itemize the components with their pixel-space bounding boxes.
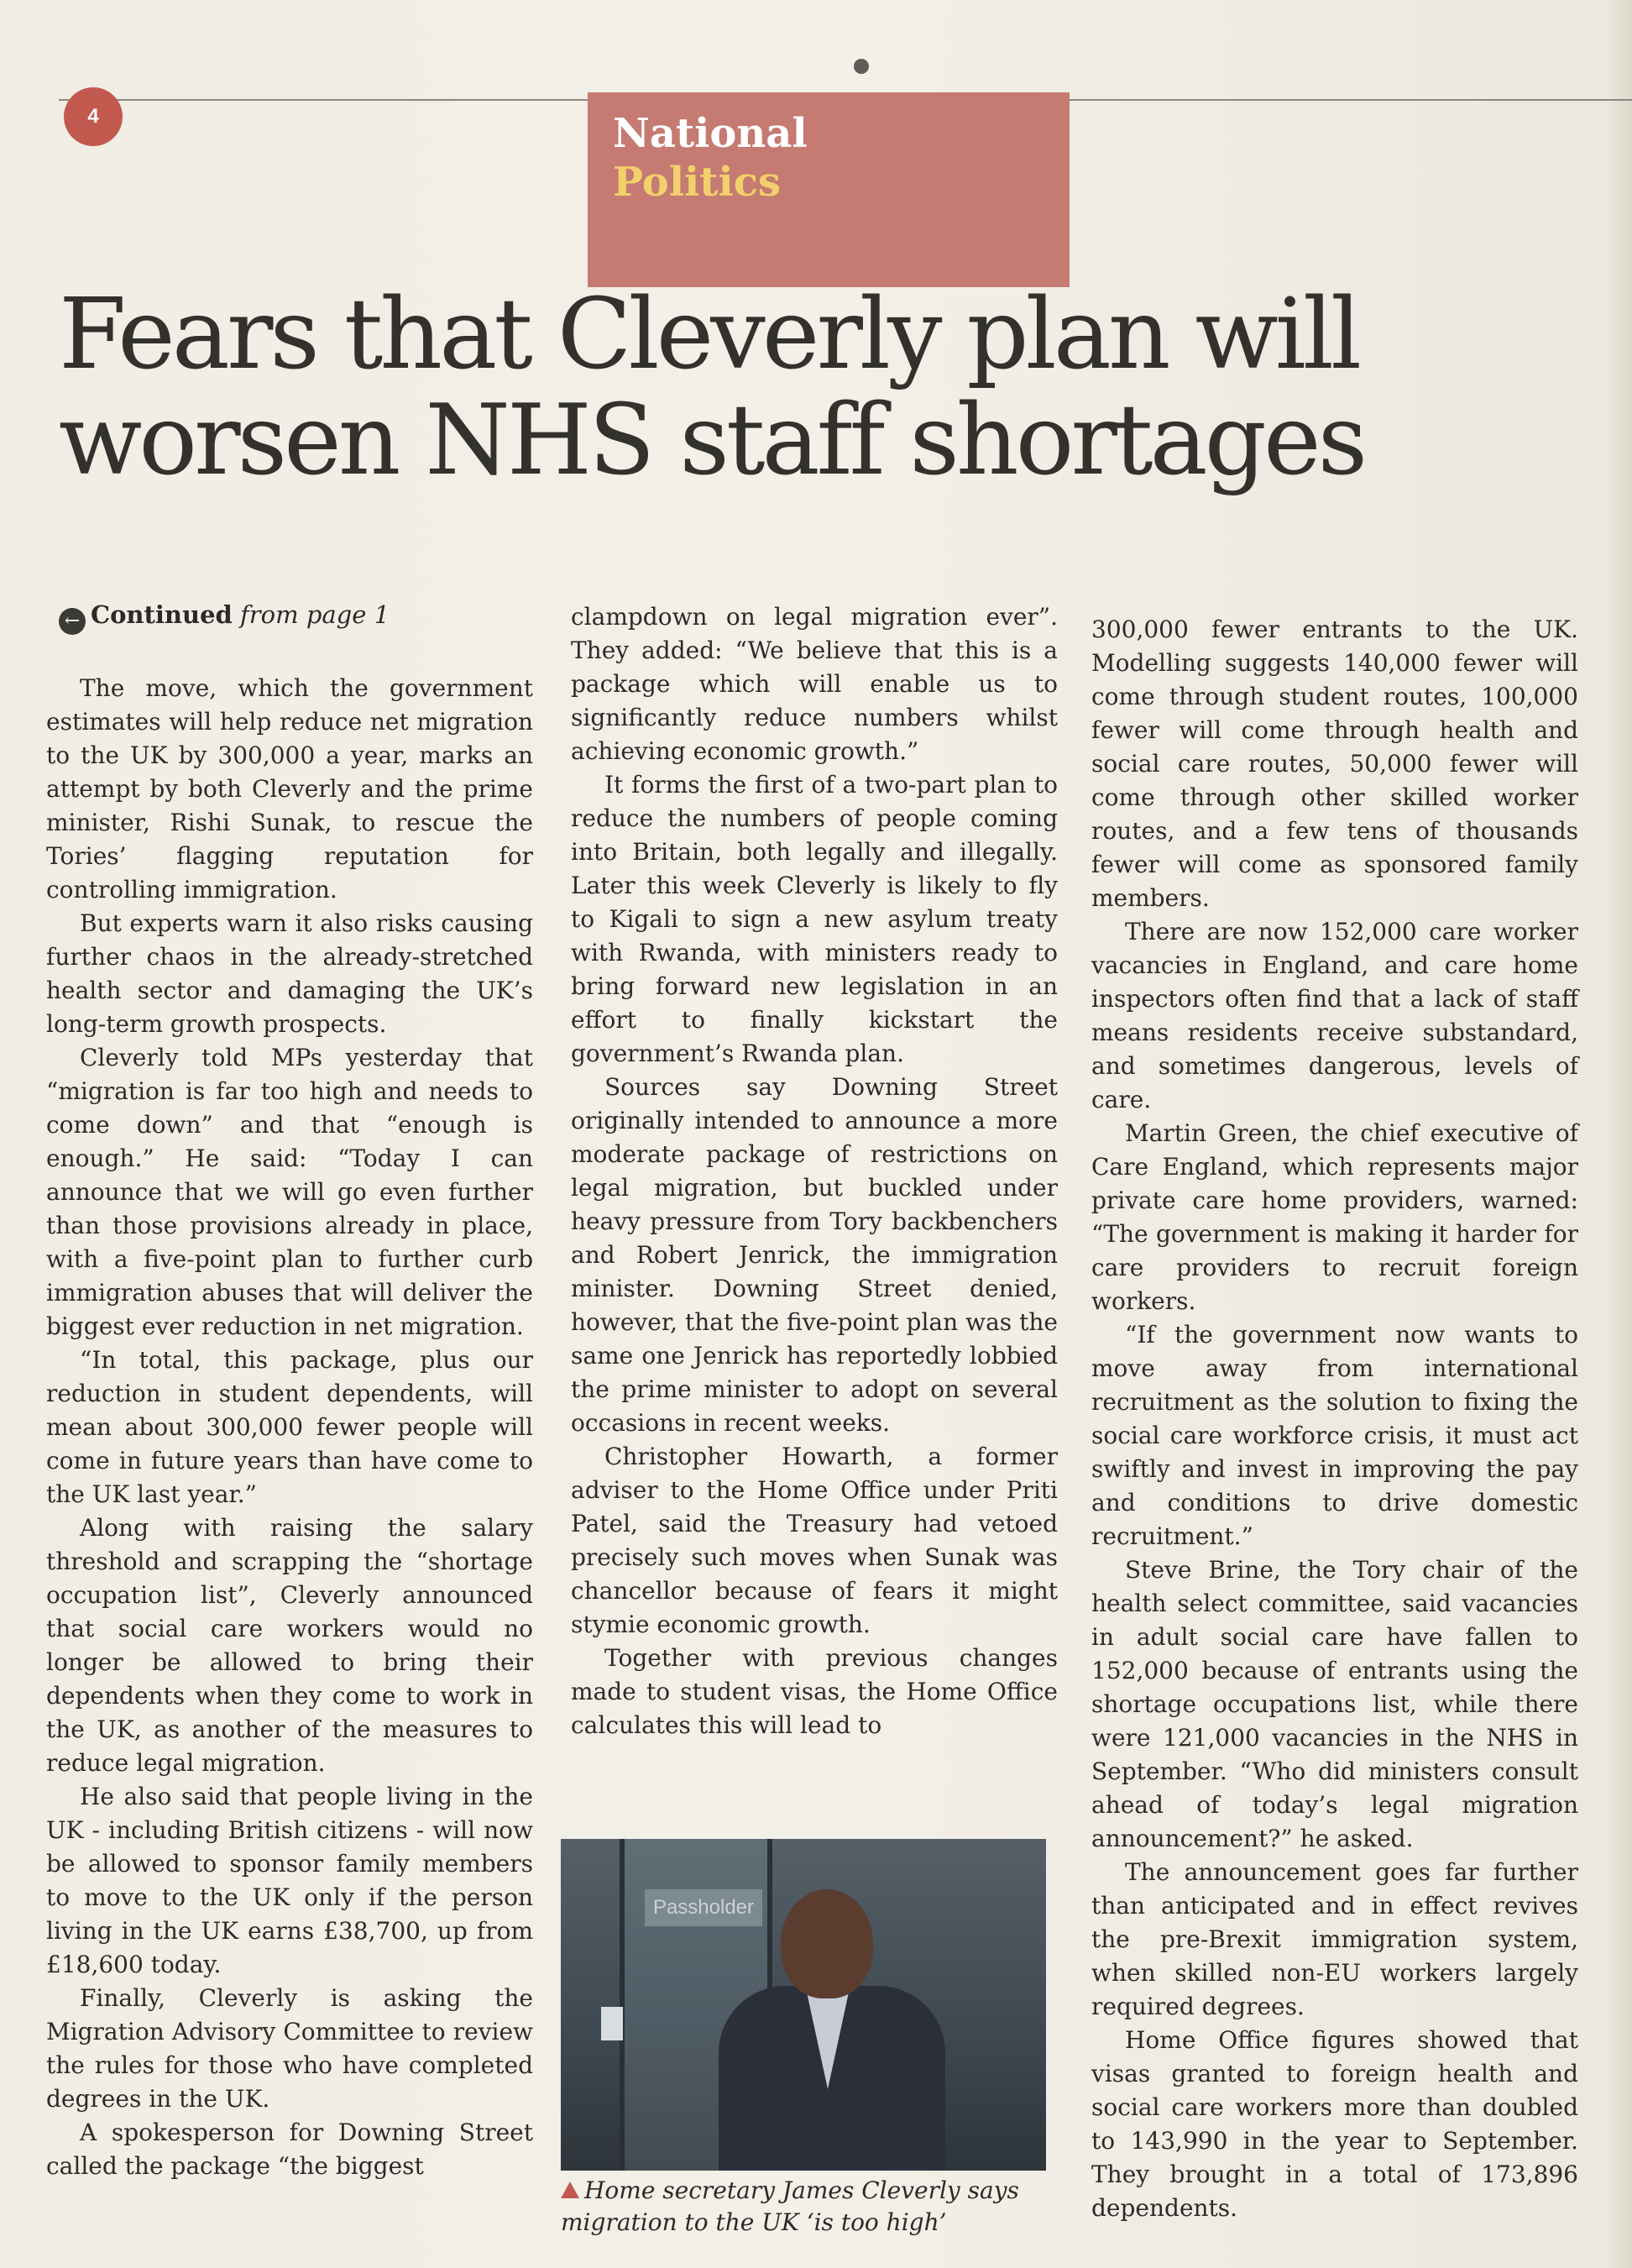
paragraph: Home Office figures showed that visas granted to foreign health and social care workers more than doubled to 143,990 in the year to September. They brought in a total of 173,896 dependents. <box>1091 2026 1578 2222</box>
section-label-politics: Politics <box>613 159 781 206</box>
paragraph: Steve Brine, the Tory chair of the health select committee, said vacancies in adult social care have fallen to 152,000 because of entrants using the shortage occupations list, while there were 121,000 vacancies in the NHS in September. “Who did ministers consult ahead of today’s legal migration announcement?” he asked. <box>1091 1556 1578 1852</box>
paragraph: Finally, Cleverly is asking the Migration Advisory Committee to review the rules for those who have completed degrees in the UK. <box>46 1984 533 2113</box>
article-column-3 <box>1091 613 1578 2225</box>
photo-logo <box>601 2007 623 2040</box>
headline: Fears that Cleverly plan will worsen NHS staff shortages <box>59 278 1365 497</box>
triangle-up-icon <box>561 2182 579 2198</box>
paragraph: It forms the first of a two-part plan to reduce the numbers of people coming into Britain, both legally and illegally. Later this week Cleverly is likely to fly to Kigali to sign a new asylum treaty with Rwanda, with ministers ready to bring forward new legislation in an effort to finally kickstart the government’s Rwanda plan. <box>571 771 1058 1067</box>
article-column-2 <box>571 600 1058 1742</box>
photo-person-head <box>781 1889 873 1998</box>
continued-from: from page 1 <box>240 600 390 629</box>
paragraph: Martin Green, the chief executive of Care England, which represents major private care home providers, warned: “The government is making it harder for care providers to recruit foreign workers. <box>1091 1119 1578 1315</box>
paragraph: Together with previous changes made to student visas, the Home Office calculates this will lead to <box>571 1644 1058 1739</box>
fold-mark <box>854 59 869 74</box>
continued-marker <box>59 598 390 635</box>
article-column-1 <box>46 672 533 2183</box>
paragraph: “In total, this package, plus our reduction in student dependents, will mean about 300,000 fewer people will come in future years than have come to the UK last year.” <box>46 1346 533 1508</box>
page-edge-shadow <box>1607 0 1632 2268</box>
caption-text: Home secretary James Cleverly says migration to the UK ‘is too high’ <box>561 2176 1019 2236</box>
paragraph: “If the government now wants to move away from international recruitment as the solution to fixing the social care workforce crisis, it must act swiftly and invest in improving the pay and conditions to drive domestic recruitment.” <box>1091 1321 1578 1550</box>
paragraph: Along with raising the salary threshold and scrapping the “shortage occupation list”, Cleverly announced that social care workers would no longer be allowed to bring their dependents when they come to work in the UK, as another of the measures to reduce legal migration. <box>46 1514 533 1777</box>
paragraph: Christopher Howarth, a former adviser to the Home Office under Priti Patel, said the Treasury had vetoed precisely such moves when Sunak was chancellor because of fears it might stymie economic growth. <box>571 1443 1058 1638</box>
paragraph: He also said that people living in the UK - including British citizens - will now be allowed to sponsor family members to move to the UK only if the person living in the UK earns £38,700, up from £18,600 today. <box>46 1783 533 1978</box>
arrow-left-icon: ← <box>59 608 86 635</box>
paragraph: 300,000 fewer entrants to the UK. Modelling suggests 140,000 fewer will come through student routes, 100,000 fewer will come through health and social care routes, 50,000 fewer will come through other skilled worker routes, and a few tens of thousands fewer will come as sponsored family members. <box>1091 615 1578 912</box>
photo-door-sign: Passholder <box>645 1889 762 1926</box>
section-label-box <box>588 92 1070 287</box>
paragraph: clampdown on legal migration ever”. They added: “We believe that this is a package which will enable us to significantly reduce numbers whilst achieving economic growth.” <box>571 603 1058 765</box>
paragraph: A spokesperson for Downing Street called the package “the biggest <box>46 2119 533 2180</box>
paragraph: Sources say Downing Street originally intended to announce a more moderate package of restrictions on legal migration, but buckled under heavy pressure from Tory backbenchers and Robert Jenrick, the immigration minister. Downing Street denied, however, that the five-point plan was the same one Jenrick has reportedly lobbied the prime minister to adopt on several occasions in recent weeks. <box>571 1073 1058 1437</box>
paragraph: Cleverly told MPs yesterday that “migration is far too high and needs to come down” and that “enough is enough.” He said: “Today I can announce that we will go even further than those provisions already in place, with a five-point plan to further curb immigration abuses that will deliver the biggest ever reduction in net migration. <box>46 1044 533 1340</box>
page-number-badge: 4 <box>64 87 123 146</box>
paragraph: But experts warn it also risks causing further chaos in the already-stretched health sector and damaging the UK’s long-term growth prospects. <box>46 909 533 1038</box>
continued-label: Continued <box>91 600 233 629</box>
section-label-national: National <box>613 110 808 157</box>
paragraph: The move, which the government estimates will help reduce net migration to the UK by 300,000 a year, marks an attempt by both Cleverly and the prime minister, Rishi Sunak, to rescue the Tories’ flagging reputation for controlling immigration. <box>46 674 533 904</box>
paragraph: The announcement goes far further than anticipated and in effect revives the pre-Brexit immigration system, when skilled non-EU workers largely required degrees. <box>1091 1858 1578 2020</box>
paragraph: There are now 152,000 care worker vacancies in England, and care home inspectors often find that a lack of staff means residents receive substandard, and sometimes dangerous, levels of care. <box>1091 918 1578 1113</box>
article-photo <box>561 1839 1046 2171</box>
photo-caption <box>561 2175 1064 2239</box>
